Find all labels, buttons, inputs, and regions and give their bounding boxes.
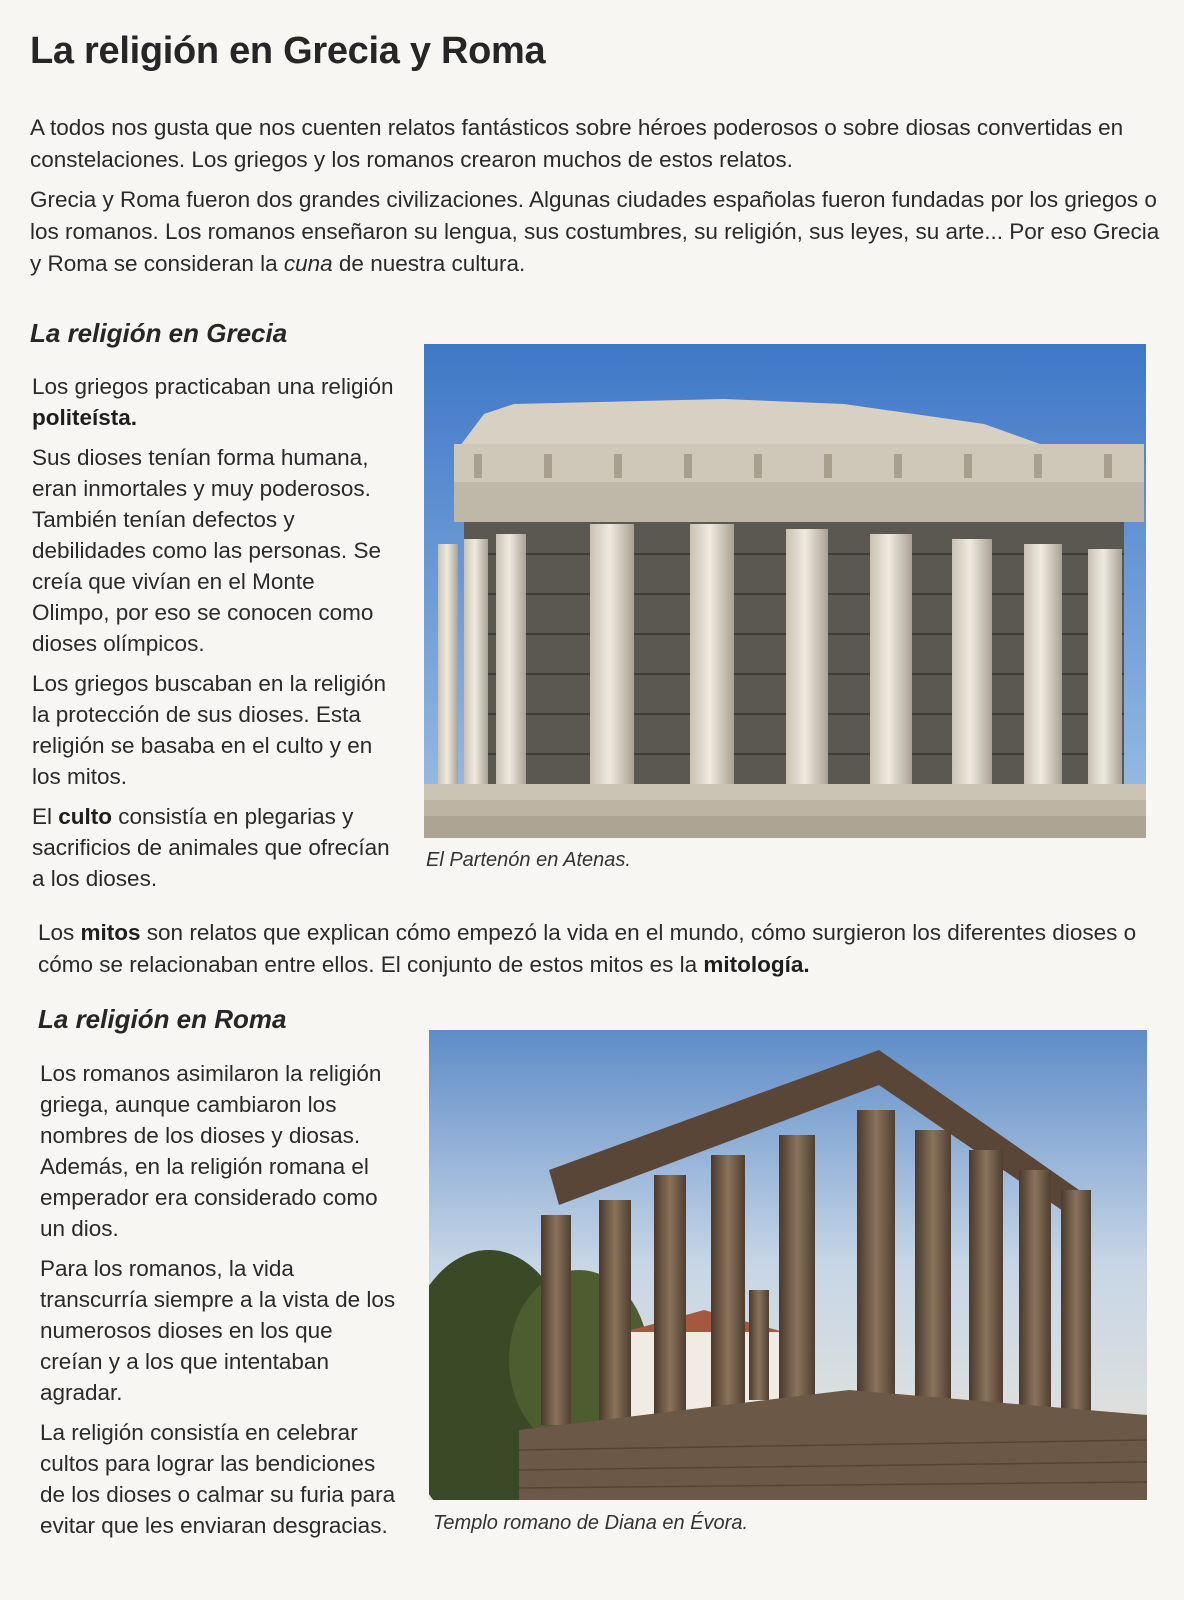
grecia-paragraph-4	[32, 801, 396, 894]
parthenon-photo	[424, 344, 1146, 838]
roma-paragraph-2: Para los romanos, la vida transcurría siempre a la vista de los numerosos dioses en los que creían y a los que intentaban agradar.	[40, 1256, 396, 1405]
diana-temple-caption: Templo romano de Diana en Évora.	[433, 1512, 748, 1534]
grecia-paragraph-1	[32, 371, 396, 433]
parthenon-illustration	[424, 344, 1146, 838]
roma-heading: La religión en Roma	[38, 1004, 287, 1034]
grecia-p5-bold: mitos	[80, 920, 141, 945]
page-title: La religión en Grecia y Roma	[30, 30, 546, 72]
intro-paragraph-2	[30, 184, 1160, 280]
roma-paragraph-1: Los romanos asimilaron la religión griega, aunque cambiaron los nombres de los dioses y diosas. Además, en la religión romana el emperador era considerado como un dios.	[40, 1061, 382, 1241]
grecia-p4-bold: culto	[58, 804, 113, 829]
grecia-p1-text: Los griegos practicaban una religión	[32, 374, 394, 399]
intro-p2-text: Grecia y Roma fueron dos grandes civilizaciones. Algunas ciudades españolas fueron fundadas por los griegos o los romanos. Los romanos enseñaron su lengua, sus costumbres, su religión, sus leyes, su arte... Por eso Grecia y Roma se consideran la	[30, 187, 1160, 276]
parthenon-caption: El Partenón en Atenas.	[426, 849, 631, 871]
grecia-paragraph-3: Los griegos buscaban en la religión la protección de sus dioses. Esta religión se basaba en el culto y en los mitos.	[32, 671, 386, 789]
grecia-heading: La religión en Grecia	[30, 318, 288, 348]
roma-paragraph-3: La religión consistía en celebrar cultos para lograr las bendiciones de los dioses o calmar su furia para evitar que les enviaran desgracias.	[40, 1420, 396, 1538]
roma-column	[40, 1058, 400, 1550]
grecia-p4-text: El	[32, 804, 59, 829]
grecia-p5-bold-2: mitología.	[703, 952, 810, 977]
grecia-paragraph-2: Sus dioses tenían forma humana, eran inmortales y muy poderosos. También tenían defectos y debilidades como las personas. Se creía que vivían en el Monte Olimpo, por eso se conocen como dioses olímpicos.	[32, 445, 381, 656]
grecia-p1-bold: politeísta.	[32, 405, 138, 430]
grecia-p4-text-end: consistía en plegarias y sacrificios de animales que ofrecían a los dioses.	[32, 804, 390, 891]
intro-paragraph-1: A todos nos gusta que nos cuenten relatos fantásticos sobre héroes poderosos o sobre diosas convertidas en constelaciones. Los griegos y los romanos crearon muchos de estos relatos.	[30, 115, 1124, 172]
diana-temple-illustration	[429, 1030, 1147, 1500]
intro-p2-text-end: de nuestra cultura.	[332, 251, 526, 276]
grecia-p5-text: Los	[38, 920, 81, 945]
mitos-paragraph-block	[38, 917, 1168, 981]
grecia-paragraph-5	[38, 917, 1168, 981]
intro-section	[30, 112, 1160, 288]
grecia-p5-text-mid: son relatos que explican cómo empezó la vida en el mundo, cómo surgieron los diferentes dioses o cómo se relacionaban entre ellos. El conjunto de estos mitos es la	[38, 920, 1137, 977]
intro-p2-emphasis: cuna	[283, 251, 333, 276]
diana-temple-photo	[429, 1030, 1147, 1500]
grecia-column	[32, 371, 396, 903]
